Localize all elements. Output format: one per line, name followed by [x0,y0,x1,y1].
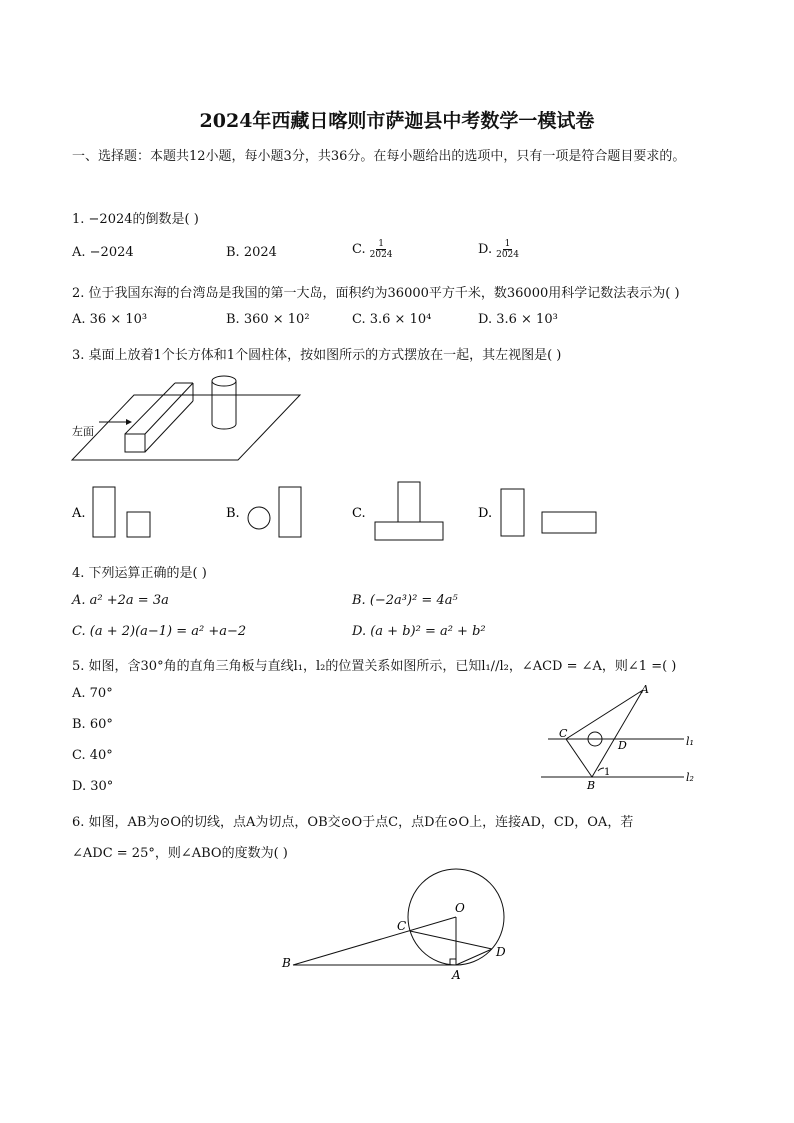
q1-option-d-label: D. [478,242,493,257]
page-title: 2024年西藏日喀则市萨迦县中考数学一模试卷 [199,110,595,132]
q2-option-a: A. 36 × 10³ [72,312,148,327]
question-5-stem: 5. 如图，含30°角的直角三角板与直线l₁，l₂的位置关系如图所示，已知l₁//l₂，∠ACD = ∠A，则∠1 =( ) [72,659,677,674]
label-b: B [587,779,596,792]
label-d: D [618,739,627,752]
q5-option-b: B. 60° [72,717,113,732]
q1-d-numerator: 1 [504,239,511,249]
chord-ad [456,949,492,965]
label-l2: l₂ [686,771,694,784]
q1-option-a: A. −2024 [72,245,134,260]
section-heading: 一、选择题：本题共12小题，每小题3分，共36分。在每小题给出的选项中，只有一项是符合题目要求的。 [72,149,686,164]
q4-option-c: C. (a + 2)(a−1) = a² +a−2 [72,624,247,639]
q5-option-a: A. 70° [72,686,113,701]
left-side-label: 左面 [72,425,94,438]
q3-option-d: D. [478,506,493,521]
q3-option-b: B. [226,506,240,521]
question-3-stem: 3. 桌面上放着1个长方体和1个圆柱体，按如图所示的方式摆放在一起，其左视图是( ) [72,348,562,363]
chord-cd [410,931,492,949]
question-6-stem-line-2: ∠ADC = 25°，则∠ABO的度数为( ) [72,846,288,861]
q4-option-b: B. (−2a³)² = 4a⁵ [352,593,458,608]
q1-d-denominator: 2024 [496,250,519,260]
label-d: D [496,945,506,959]
q5-option-d: D. 30° [72,779,114,794]
q1-c-denominator: 2024 [369,250,393,260]
q2-option-c: C. 3.6 × 10⁴ [352,312,432,327]
label-c: C [397,919,407,933]
label-c: C [559,727,568,740]
q1-option-c-label: C. [352,242,366,257]
q1-c-numerator: 1 [378,239,384,249]
question-4-stem: 4. 下列运算正确的是( ) [72,566,207,581]
label-angle-1: 1 [604,767,611,778]
label-a: A [452,968,461,982]
label-o: O [455,901,465,915]
q1-option-b: B. 2024 [226,245,277,260]
label-b: B [282,956,291,970]
q3-option-c: C. [352,506,366,521]
question-2-stem: 2. 位于我国东海的台湾岛是我国的第一大岛，面积约为36000平方千米，数36000用科学记数法表示为( ) [72,286,680,301]
label-a: A [641,683,649,696]
q5-option-c: C. 40° [72,748,113,763]
right-angle-mark [450,959,456,965]
q3-option-a: A. [72,506,86,521]
question-6-stem-line-1: 6. 如图，AB为⊙O的切线，点A为切点，OB交⊙O于点C，点D在⊙O上，连接AD，CD，OA，若 [72,815,634,830]
q2-option-b: B. 360 × 10² [226,312,310,327]
question-1-stem: 1. −2024的倒数是( ) [72,212,199,227]
q4-option-d: D. (a + b)² = a² + b² [352,624,486,639]
q2-option-d: D. 3.6 × 10³ [478,312,558,327]
q4-option-a: A. a² +2a = 3a [72,593,169,608]
label-l1: l₁ [686,735,694,748]
